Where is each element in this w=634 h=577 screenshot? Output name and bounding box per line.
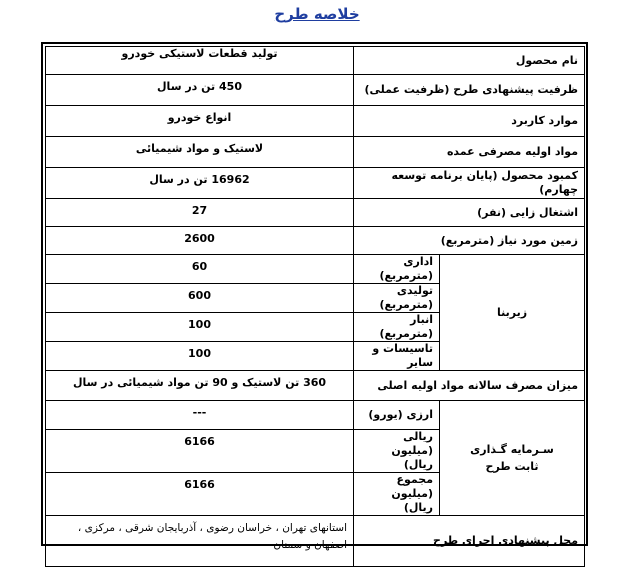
label-raw-materials: مواد اولیه مصرفی عمده bbox=[354, 137, 585, 168]
table-row bbox=[46, 75, 585, 106]
summary-table bbox=[45, 46, 585, 567]
label-warehouse: انبار (مترمربع) bbox=[354, 313, 440, 342]
investment-label-line2: ثابت طرح bbox=[485, 459, 539, 473]
table-row bbox=[46, 401, 585, 430]
label-foreign-currency: ارزی (یورو) bbox=[354, 401, 440, 430]
label-infrastructure: زیربنا bbox=[440, 255, 585, 371]
label-employment: اشتغال زایی (نفر) bbox=[354, 199, 585, 227]
value-shortage: 16962 تن در سال bbox=[46, 168, 354, 199]
value-land: 2600 bbox=[46, 227, 354, 255]
value-production: 600 bbox=[46, 284, 354, 313]
label-production: تولیدی (مترمربع) bbox=[354, 284, 440, 313]
table-row bbox=[46, 371, 585, 401]
label-location: محل پیشنهادی اجرای طرح bbox=[354, 516, 585, 567]
value-capacity: 450 تن در سال bbox=[46, 75, 354, 106]
value-office: 60 bbox=[46, 255, 354, 284]
label-shortage: کمبود محصول (پایان برنامه توسعه چهارم) bbox=[354, 168, 585, 199]
table-row bbox=[46, 137, 585, 168]
table-row bbox=[46, 516, 585, 567]
value-foreign-currency: --- bbox=[46, 401, 354, 430]
label-applications: موارد کاربرد bbox=[354, 106, 585, 137]
label-facilities: تاسیسات و سایر bbox=[354, 342, 440, 371]
label-land: زمین مورد نیاز (مترمربع) bbox=[354, 227, 585, 255]
value-warehouse: 100 bbox=[46, 313, 354, 342]
value-location bbox=[46, 516, 354, 567]
table-row bbox=[46, 47, 585, 75]
value-facilities: 100 bbox=[46, 342, 354, 371]
table-row bbox=[46, 199, 585, 227]
investment-label-line1: سـرمایه گـذاری bbox=[470, 442, 554, 456]
value-raw-materials: لاستیک و مواد شیمیائی bbox=[46, 137, 354, 168]
value-total: 6166 bbox=[46, 473, 354, 516]
table-row bbox=[46, 227, 585, 255]
value-applications: انواع خودرو bbox=[46, 106, 354, 137]
label-capacity: ظرفیت پیشنهادی طرح (ظرفیت عملی) bbox=[354, 75, 585, 106]
value-employment: 27 bbox=[46, 199, 354, 227]
label-annual-consumption: میزان مصرف سالانه مواد اولیه اصلی bbox=[354, 371, 585, 401]
location-line2: اصفهان و سمنان bbox=[273, 539, 347, 551]
table-row bbox=[46, 106, 585, 137]
value-product-name: تولید قطعات لاستیکی خودرو bbox=[46, 47, 354, 75]
value-annual-consumption: 360 تن لاستیک و 90 تن مواد شیمیائی در سال bbox=[46, 371, 354, 401]
table-row bbox=[46, 255, 585, 284]
table-row bbox=[46, 168, 585, 199]
page-title: خلاصه طرح bbox=[274, 5, 360, 23]
label-fixed-investment bbox=[440, 401, 585, 516]
value-rial: 6166 bbox=[46, 430, 354, 473]
label-rial: ریالی (میلیون ریال) bbox=[354, 430, 440, 473]
label-product-name: نام محصول bbox=[354, 47, 585, 75]
label-office: اداری (مترمربع) bbox=[354, 255, 440, 284]
location-line1: استانهای تهران ، خراسان رضوی ، آذربایجان شرقی ، مرکزی ، bbox=[77, 522, 347, 534]
label-total: مجموع (میلیون ریال) bbox=[354, 473, 440, 516]
